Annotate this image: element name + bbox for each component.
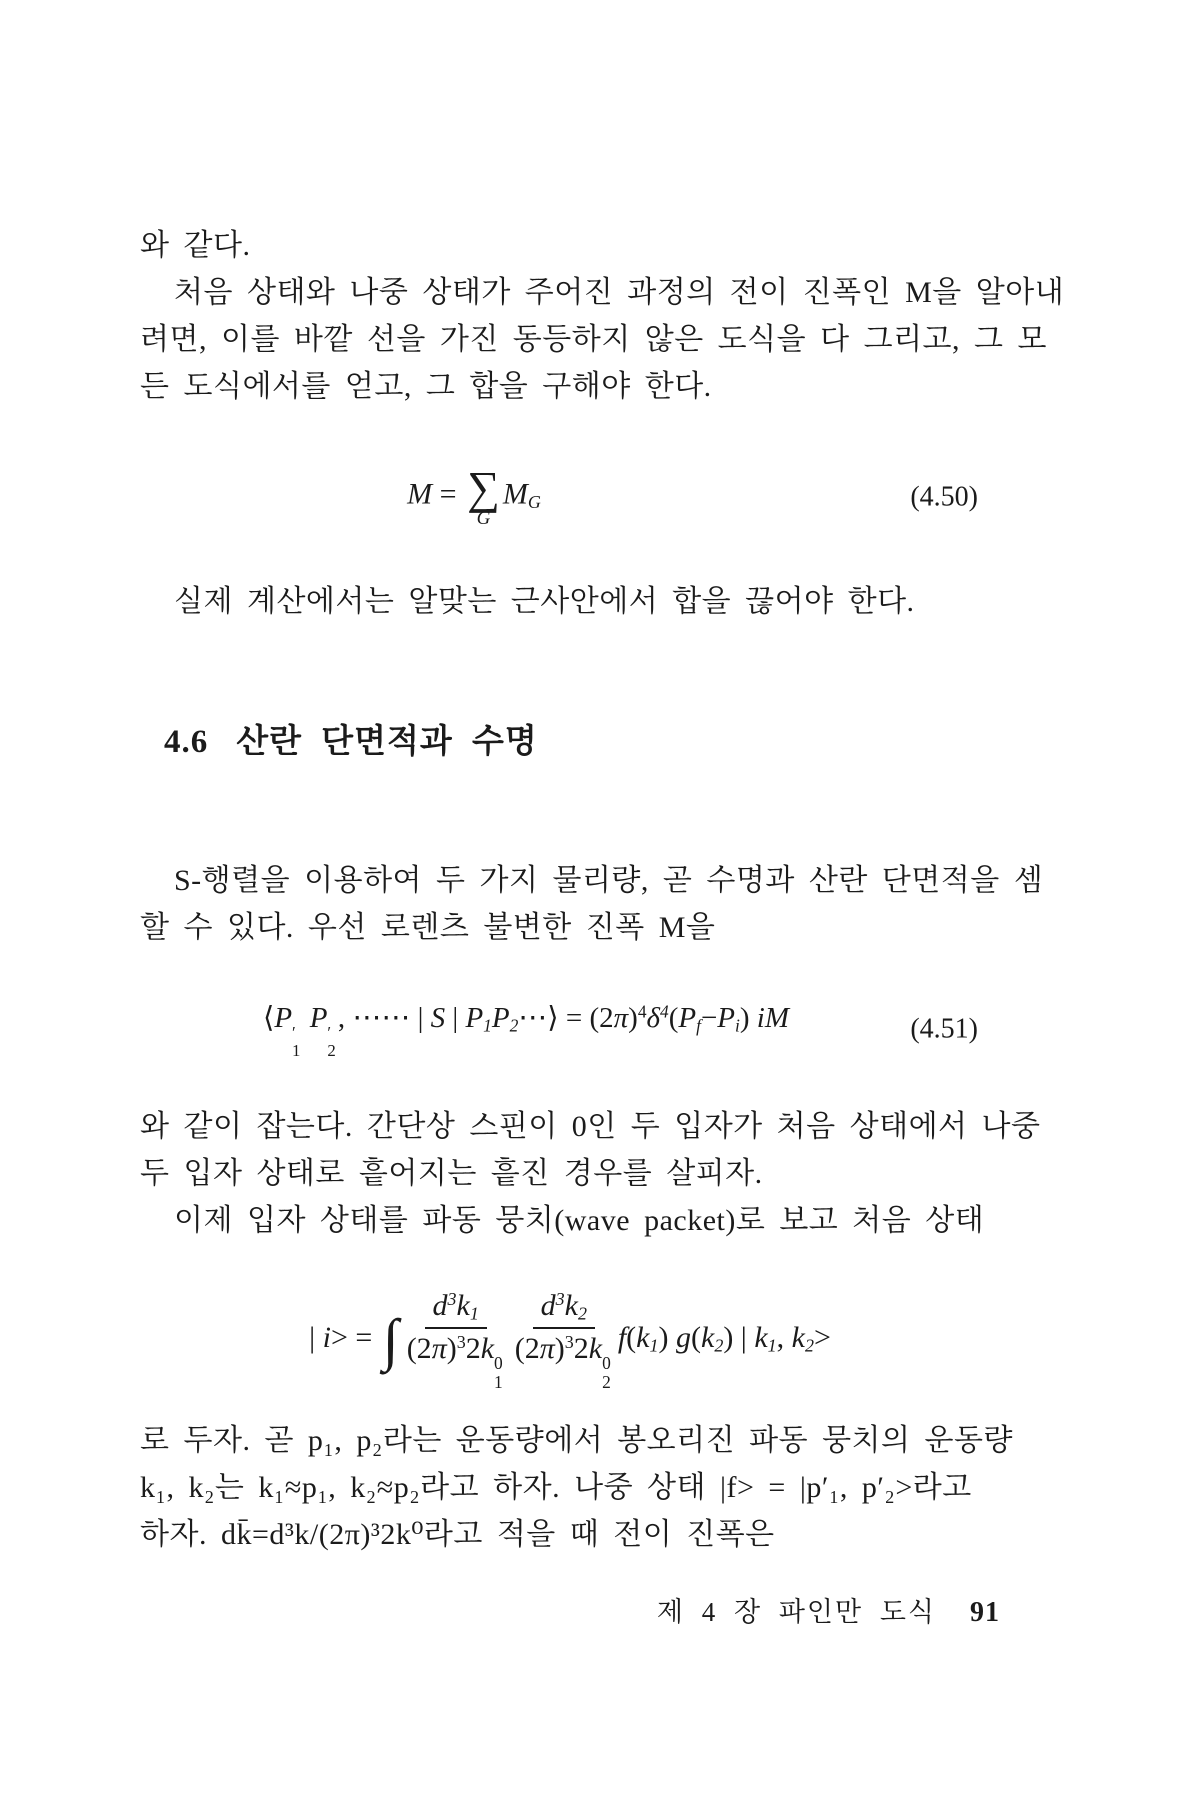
fraction: $d^3k_2$ $(2\pi)^32k$ 0 2: [514, 1289, 611, 1392]
text-line: 두 입자 상태로 흩어지는 흩진 경우를 살피자.: [140, 1157, 763, 1191]
equation-initial-state: [140, 1289, 1000, 1391]
fraction: $d^3k_1$ $(2\pi)^32k$ 0 1: [406, 1289, 503, 1392]
text-line: 려면, 이를 바깥 선을 가진 동등하지 않은 도식을 다 그리고, 그 모: [140, 323, 1047, 356]
text-line: 처음 상태와 나중 상태가 주어진 과정의 전이 진폭인 M을 알아내: [174, 276, 1065, 309]
page-footer: [140, 1590, 1000, 1629]
section-number: 4.6: [164, 724, 209, 760]
text-line: S-행렬을 이용하여 두 가지 물리량, 곧 수명과 산란 단면적을 셈: [174, 864, 1044, 897]
paragraph-s-matrix: [140, 857, 1044, 951]
paragraph-approximation-note: [140, 578, 1000, 625]
paragraph-wave-packet: [140, 1197, 1000, 1244]
equation-4-50: [140, 462, 1000, 529]
equation-4-51: [140, 999, 1000, 1059]
equation-label-4-50: (4.50): [910, 481, 978, 512]
equation-initial-state-formula: | i> = ∫ $d^3k_1$ $(2\pi)^32k$ 0 1 $d^3k_2$ $(2\pi)^32k$ 0 2 $f(k_1)$ $g(k_2)$ | $k_1$, $k_2>$: [309, 1289, 831, 1392]
text-line: 와 같다.: [140, 229, 251, 262]
equation-4-50-formula: M = ∑ G $M_G$: [407, 462, 541, 529]
section-heading: [164, 717, 1000, 767]
text-line: 할 수 있다. 우선 로렌츠 불변한 진폭 M을: [140, 911, 716, 944]
sum-symbol: ∑ G: [467, 462, 500, 529]
section-title: 산란 단면적과 수명: [236, 724, 538, 760]
text-line: 하자. dk̄=d³k/(2π)³2k⁰라고 적을 때 전이 진폭은: [140, 1518, 775, 1551]
text-line: 실제 계산에서는 알맞는 근사안에서 합을 끊어야 한다.: [174, 585, 915, 618]
text-line: 로 두자. 곧 p₁, p₂라는 운동량에서 봉오리진 파동 뭉치의 운동량: [140, 1424, 1013, 1457]
text-line: k₁, k₂는 k₁≈p₁, k₂≈p₂라고 하자. 나중 상태 |f> = |p′₁, p′₂>라고: [140, 1471, 972, 1504]
equation-label-4-51: (4.51): [910, 1013, 978, 1045]
text-line: 와 같이 잡는다. 간단상 스핀이 0인 두 입자가 처음 상태에서 나중: [140, 1110, 1041, 1144]
paragraph-spin-case: [140, 1103, 1041, 1197]
paragraph-intro: [140, 222, 1000, 269]
paragraph-transition-amplitude: [140, 269, 1065, 410]
running-chapter-title: 제 4 장 파인만 도식: [656, 1597, 936, 1627]
page-number: 91: [970, 1597, 1000, 1628]
equation-4-51-formula: ⟨P ′ 1 P ′ 2 , ⋯⋯ | S | $P_1P_2\cdots⟩ = (2\pi)^4\delta^4(P_f-P_i)$ iM: [262, 1001, 789, 1060]
text-line: 든 도식에서를 얻고, 그 합을 구해야 한다.: [140, 370, 712, 403]
text-line: 이제 입자 상태를 파동 뭉치(wave packet)로 보고 처음 상태: [174, 1204, 985, 1238]
integral-symbol: ∫: [382, 1307, 399, 1373]
paragraph-momentum: [140, 1417, 1013, 1558]
